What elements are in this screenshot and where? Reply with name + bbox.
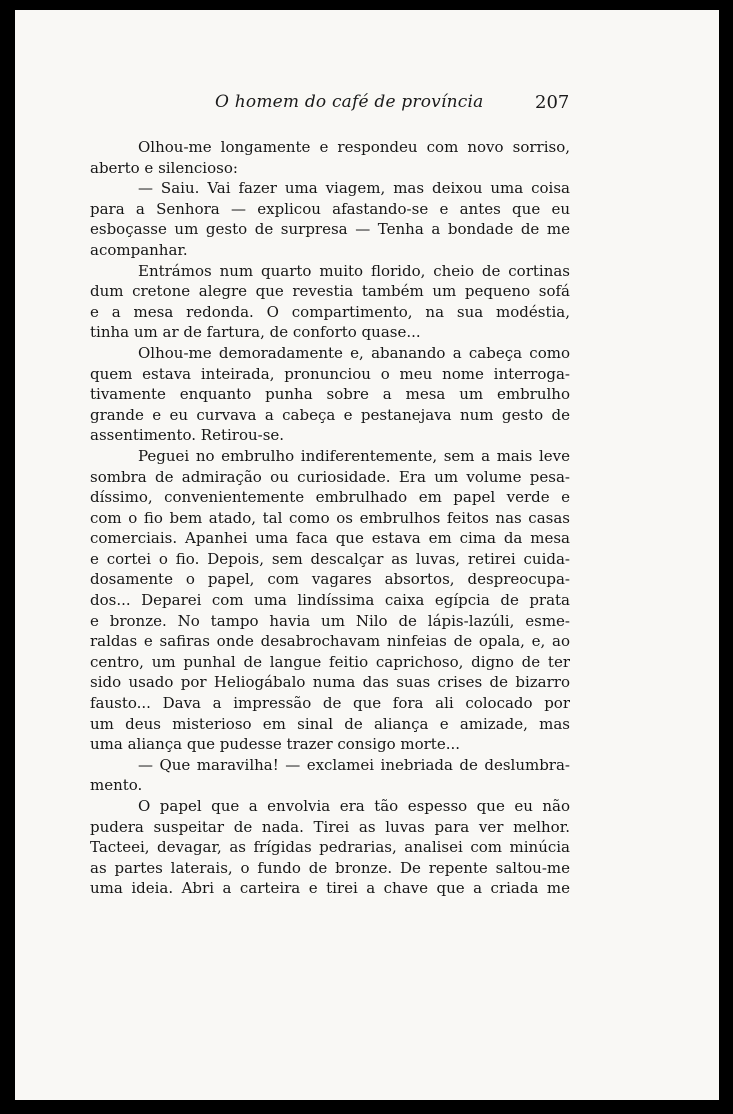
text-line: tinha um ar de fartura, de conforto quase... [90, 323, 421, 342]
text-line: pudera suspeitar de nada. Tirei as luvas para ver melhor. [90, 817, 570, 836]
text-line: as partes laterais, o fundo de bronze. De repente saltou-me [90, 858, 570, 877]
text-line: para a Senhora — explicou afastando-se e antes que eu [90, 199, 570, 218]
text-line: Tacteei, devagar, as frígidas pedrarias, analisei com minúcia [90, 838, 570, 857]
text-line: — Saiu. Vai fazer uma viagem, mas deixou uma coisa [138, 179, 570, 198]
text-line: uma ideia. Abri a carteira e tirei a chave que a criada me [90, 879, 570, 898]
text-line: e cortei o fio. Depois, sem descalçar as luvas, retirei cuida- [90, 549, 570, 568]
text-line: sombra de admiração ou curiosidade. Era um volume pesa- [90, 467, 570, 486]
text-line: um deus misterioso em sinal de aliança e amizade, mas [90, 714, 570, 733]
page-number: 207 [535, 92, 570, 113]
text-line: esboçasse um gesto de surpresa — Tenha a bondade de me [90, 220, 570, 239]
text-line: quem estava inteirada, pronunciou o meu nome interroga- [90, 364, 570, 383]
text-line: mento. [90, 776, 143, 795]
text-line: grande e eu curvava a cabeça e pestanejava num gesto de [90, 405, 570, 424]
text-line: centro, um punhal de langue feitio caprichoso, digno de ter [90, 652, 570, 671]
text-line: Entrámos num quarto muito florido, cheio de cortinas [138, 261, 570, 280]
text-line: e a mesa redonda. O compartimento, na sua modéstia, [90, 302, 570, 321]
text-line: raldas e safiras onde desabrochavam ninfeias de opala, e, ao [90, 632, 570, 651]
page-header [15, 92, 719, 118]
text-line: dosamente o papel, com vagares absortos, despreocupa- [90, 570, 570, 589]
text-line: Olhou-me longamente e respondeu com novo sorriso, [138, 138, 570, 156]
running-title: O homem do café de província [215, 92, 484, 112]
book-page [15, 10, 719, 1100]
text-line: comerciais. Apanhei uma faca que estava em cima da mesa [90, 529, 570, 548]
text-line: Peguei no embrulho indiferentemente, sem a mais leve [138, 446, 570, 465]
text-line: aberto e silencioso: [90, 158, 238, 177]
body-text [90, 137, 570, 899]
text-line: dum cretone alegre que revestia também um pequeno sofá [90, 282, 570, 301]
text-line: com o fio bem atado, tal como os embrulhos feitos nas casas [90, 508, 570, 527]
text-line: díssimo, convenientemente embrulhado em papel verde e [90, 488, 570, 507]
text-line: tivamente enquanto punha sobre a mesa um embrulho [90, 385, 570, 404]
text-line: e bronze. No tampo havia um Nilo de lápis-lazúli, esme- [90, 611, 570, 630]
text-line: O papel que a envolvia era tão espesso que eu não [138, 797, 570, 815]
text-line: fausto... Dava a impressão de que fora ali colocado por [90, 694, 570, 713]
text-line: Olhou-me demoradamente e, abanando a cabeça como [138, 343, 570, 362]
text-line: sido usado por Heliogábalo numa das suas crises de bizarro [90, 673, 570, 692]
text-line: uma aliança que pudesse trazer consigo morte... [90, 735, 461, 754]
text-line: dos... Deparei com uma lindíssima caixa egípcia de prata [90, 591, 570, 610]
text-line: acompanhar. [90, 240, 188, 259]
text-line: — Que maravilha! — exclamei inebriada de deslumbra- [138, 755, 570, 774]
text-line: assentimento. Retirou-se. [90, 426, 285, 445]
